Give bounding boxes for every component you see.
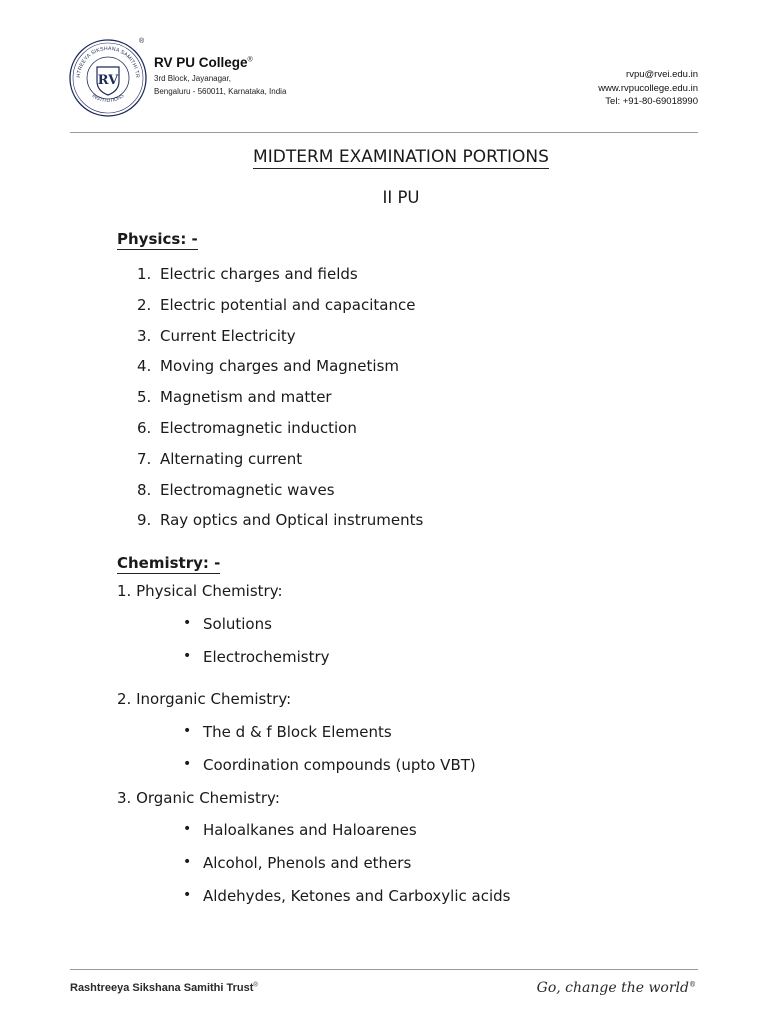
seal-text-top: HTREEYA SIKSHANA SAMITHI TR bbox=[75, 45, 141, 79]
bullet-icon: • bbox=[183, 756, 192, 773]
footer-trust-name bbox=[70, 982, 258, 994]
footer-tagline-text: Go, change the world bbox=[536, 980, 689, 996]
contact-website[interactable]: www.rvpucollege.edu.in bbox=[598, 83, 698, 94]
bullet-icon: • bbox=[183, 887, 192, 904]
list-item bbox=[137, 481, 423, 512]
document-title bbox=[0, 147, 768, 167]
item-text: Aldehydes, Ketones and Carboxylic acids bbox=[203, 887, 511, 906]
list-item bbox=[137, 419, 423, 450]
header-divider bbox=[70, 132, 698, 133]
item-number: 4. bbox=[137, 357, 152, 376]
chemistry-heading-text: Chemistry: - bbox=[117, 554, 221, 572]
item-number: 3. bbox=[137, 326, 152, 345]
list-item bbox=[183, 887, 510, 920]
bullet-icon: • bbox=[183, 723, 192, 739]
footer-trust-registered-mark: ® bbox=[253, 982, 258, 989]
item-number: 7. bbox=[137, 449, 152, 468]
contact-phone: Tel: +91-80-69018990 bbox=[605, 96, 698, 107]
bullet-icon: • bbox=[183, 821, 192, 837]
footer-tagline bbox=[537, 980, 696, 996]
list-item bbox=[183, 648, 330, 681]
organic-chemistry-list bbox=[183, 821, 510, 921]
item-number: 9. bbox=[137, 511, 152, 530]
item-number: 1. bbox=[137, 265, 152, 283]
address-line-2: Bengaluru - 560011, Karnataka, India bbox=[154, 87, 287, 96]
physics-heading bbox=[117, 230, 198, 248]
list-item bbox=[183, 756, 476, 789]
item-text: Electric potential and capacitance bbox=[160, 295, 416, 314]
physics-topic-list bbox=[137, 265, 423, 542]
list-item bbox=[183, 723, 476, 756]
physical-chemistry-list bbox=[183, 615, 330, 681]
item-text: Ray optics and Optical instruments bbox=[160, 511, 424, 530]
item-text: Solutions bbox=[203, 615, 272, 633]
item-text: Coordination compounds (upto VBT) bbox=[203, 756, 476, 775]
college-name-registered-mark: ® bbox=[247, 56, 253, 64]
footer-tagline-registered-mark: ® bbox=[689, 980, 696, 989]
item-number: 8. bbox=[137, 480, 152, 499]
item-text: Current Electricity bbox=[160, 326, 296, 345]
college-name-text: RV PU College bbox=[154, 55, 248, 70]
physics-heading-text: Physics: - bbox=[117, 230, 198, 248]
list-item bbox=[137, 511, 423, 542]
list-item bbox=[137, 265, 423, 296]
list-item bbox=[137, 450, 423, 481]
item-text: Haloalkanes and Haloarenes bbox=[203, 821, 417, 839]
list-item bbox=[183, 615, 330, 648]
college-name bbox=[154, 55, 253, 70]
item-text: Electric charges and fields bbox=[160, 265, 358, 283]
list-item bbox=[137, 357, 423, 388]
address-line-1: 3rd Block, Jayanagar, bbox=[154, 74, 231, 83]
organic-chemistry-subheading: 3. Organic Chemistry: bbox=[117, 789, 280, 807]
grade-heading: II PU bbox=[382, 188, 420, 207]
seal-registered-mark: ® bbox=[139, 38, 145, 45]
college-seal-logo bbox=[68, 38, 148, 118]
item-text: Electrochemistry bbox=[203, 648, 330, 667]
bullet-icon: • bbox=[183, 854, 192, 871]
footer-divider bbox=[70, 969, 698, 970]
item-text: Alternating current bbox=[160, 449, 303, 468]
item-text: The d & f Block Elements bbox=[203, 723, 392, 741]
item-text: Magnetism and matter bbox=[160, 388, 332, 407]
bullet-icon: • bbox=[183, 615, 192, 631]
bullet-icon: • bbox=[183, 648, 192, 665]
inorganic-chemistry-list bbox=[183, 723, 476, 789]
list-item bbox=[183, 821, 510, 854]
contact-email[interactable]: rvpu@rvei.edu.in bbox=[626, 69, 698, 80]
item-text: Moving charges and Magnetism bbox=[160, 357, 399, 376]
list-item bbox=[137, 296, 423, 327]
item-number: 6. bbox=[137, 418, 152, 437]
document-title-text: MIDTERM EXAMINATION PORTIONS bbox=[253, 147, 549, 167]
physical-chemistry-subheading: 1. Physical Chemistry: bbox=[117, 582, 283, 600]
seal-text-bottom: INSTITUTIONS bbox=[90, 92, 126, 105]
chemistry-heading bbox=[117, 554, 220, 572]
seal-monogram: RV bbox=[97, 73, 119, 88]
list-item bbox=[137, 327, 423, 358]
inorganic-chemistry-subheading: 2. Inorganic Chemistry: bbox=[117, 690, 292, 708]
item-text: Electromagnetic waves bbox=[160, 480, 335, 499]
item-text: Alcohol, Phenols and ethers bbox=[203, 854, 412, 873]
item-number: 5. bbox=[137, 388, 152, 407]
footer-trust-text: Rashtreeya Sikshana Samithi Trust bbox=[70, 982, 254, 994]
list-item bbox=[137, 388, 423, 419]
item-text: Electromagnetic induction bbox=[160, 418, 357, 437]
list-item bbox=[183, 854, 510, 887]
item-number: 2. bbox=[137, 295, 152, 314]
